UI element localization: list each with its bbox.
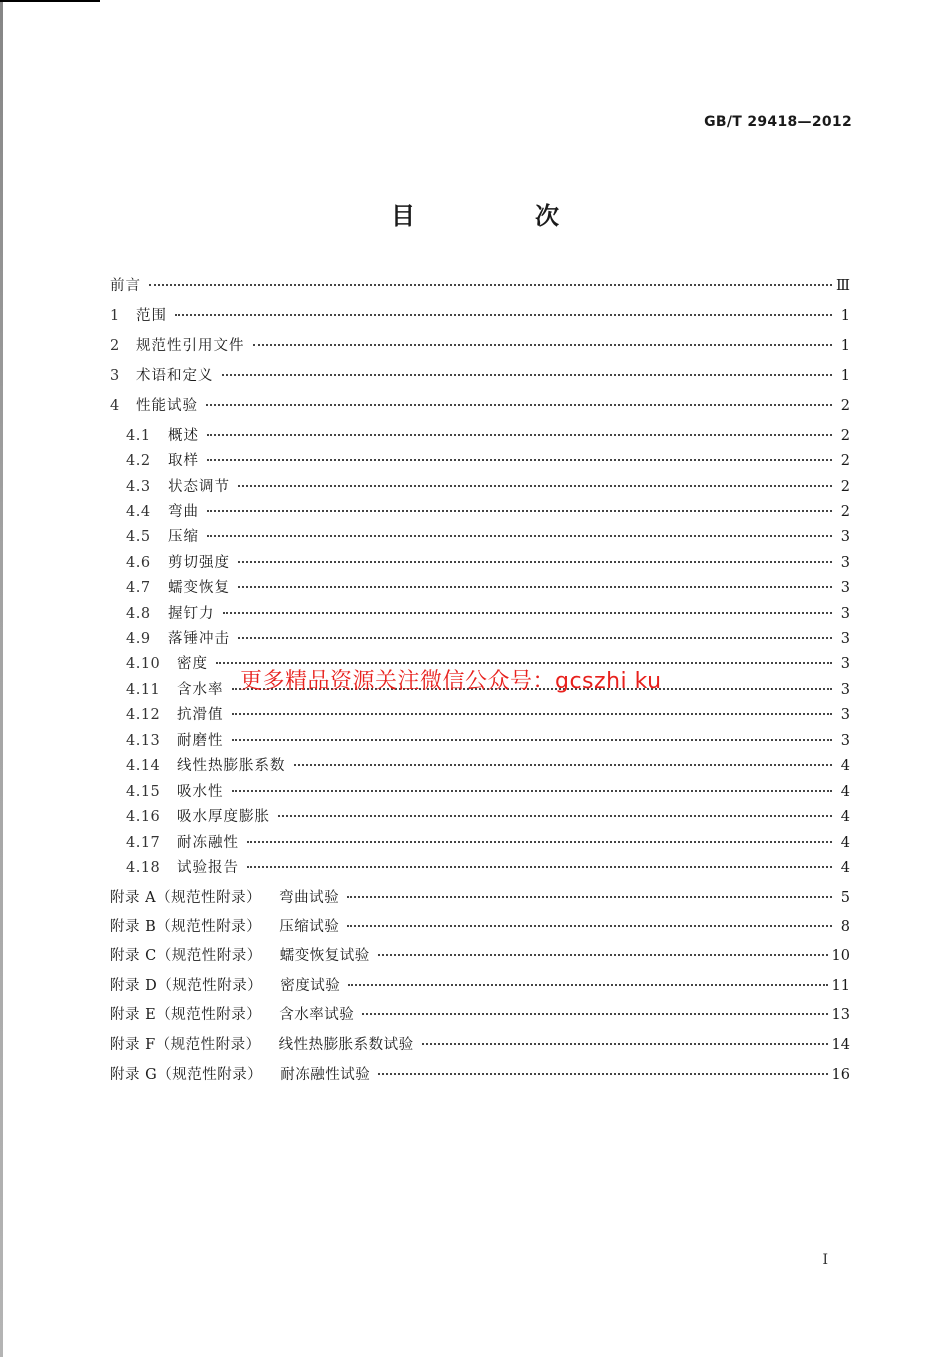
toc-entry-page: 3 [840,529,850,545]
toc-entry-page: 3 [840,606,850,622]
toc-leader-dots [378,1073,827,1075]
appendix-label: 附录 G（规范性附录） [110,1067,263,1083]
toc-entry-label: 含水率 [177,682,224,698]
toc-entry-4-14[interactable] [126,756,850,776]
toc-entry-page: 4 [840,860,850,876]
toc-entry-page: 10 [831,948,850,964]
toc-entry-page: 1 [840,308,850,324]
toc-entry-normative-references[interactable] [110,336,850,356]
toc-entry-label: 状态调节 [168,479,230,495]
toc-leader-dots [223,612,833,614]
toc-entry-appendix-e[interactable] [110,1005,850,1025]
toc-leader-dots [422,1043,828,1045]
toc-leader-dots [149,284,832,286]
toc-entry-number: 4.10 [126,656,161,672]
toc-entry-4-18[interactable] [126,858,850,878]
appendix-label: 附录 F（规范性附录） [110,1037,261,1053]
toc-entry-label: 蠕变恢复 [168,580,230,596]
toc-entry-page: 8 [840,919,850,935]
toc-leader-dots [238,586,832,588]
toc-entry-4-7[interactable] [126,578,850,598]
appendix-label: 附录 B（规范性附录） [110,919,262,935]
toc-entry-label: 压缩 [168,529,199,545]
toc-entry-4-9[interactable] [126,629,850,649]
appendix-title: 弯曲试验 [279,890,340,906]
toc-entry-page: 4 [840,809,850,825]
toc-entry-appendix-a[interactable] [110,888,850,908]
toc-entry-number: 4.4 [126,504,151,520]
toc-leader-dots [253,344,833,346]
toc-entry-page: 1 [840,338,850,354]
toc-entry-page: 4 [840,784,850,800]
toc-entry-page: 13 [831,1007,850,1023]
toc-entry-label: 规范性引用文件 [136,338,245,354]
toc-entry-number: 4.13 [126,733,161,749]
toc-leader-dots [207,434,832,436]
toc-entry-number: 4.5 [126,529,151,545]
toc-leader-dots [232,739,833,741]
toc-entry-number: 4.6 [126,555,151,571]
toc-entry-4-16[interactable] [126,807,850,827]
toc-entry-page: 1 [840,368,850,384]
toc-leader-dots [222,374,833,376]
toc-leader-dots [238,637,832,639]
toc-entry-number: 4.11 [126,682,161,698]
toc-entry-page: 3 [840,733,850,749]
toc-entry-number: 4.9 [126,631,151,647]
toc-entry-page: 2 [840,398,850,414]
appendix-title: 线性热膨胀系数试验 [278,1037,414,1053]
toc-entry-label: 握钉力 [168,606,215,622]
toc-entry-4-1[interactable] [126,426,850,446]
toc-entry-4-4[interactable] [126,502,850,522]
toc-entry-label: 密度 [177,656,208,672]
toc-entry-4-2[interactable] [126,451,850,471]
toc-entry-label: 线性热膨胀系数 [177,758,286,774]
toc-entry-label: 范围 [136,308,167,324]
toc-entry-foreword[interactable] [110,276,850,296]
appendix-label: 附录 E（规范性附录） [110,1007,262,1023]
toc-entry-label: 耐磨性 [177,733,224,749]
toc-entry-4-3[interactable] [126,477,850,497]
toc-entry-page: 16 [831,1067,850,1083]
toc-entry-label: 性能试验 [136,398,198,414]
toc-leader-dots [238,561,832,563]
toc-entry-number: 4.1 [126,428,151,444]
appendix-title: 压缩试验 [279,919,340,935]
page-title: 目 次 [391,202,607,230]
toc-entry-label: 弯曲 [168,504,199,520]
toc-entry-label: 抗滑值 [177,707,224,723]
toc-entry-page: 5 [840,890,850,906]
document-number: GB/T 29418—2012 [704,114,852,130]
toc-entry-page: 3 [840,631,850,647]
toc-entry-number: 4.7 [126,580,151,596]
toc-entry-number: 4.2 [126,453,151,469]
toc-entry-page: 2 [840,479,850,495]
toc-entry-page: 2 [840,504,850,520]
appendix-label: 附录 C（规范性附录） [110,948,262,964]
toc-entry-page: 14 [831,1037,850,1053]
toc-entry-label: 概述 [168,428,199,444]
toc-leader-dots [207,459,832,461]
toc-entry-number: 4.12 [126,707,161,723]
toc-leader-dots [232,713,833,715]
toc-entry-4-8[interactable] [126,604,850,624]
page-number: I [822,1252,828,1268]
appendix-label: 附录 D（规范性附录） [110,978,263,994]
toc-leader-dots [247,841,832,843]
toc-entry-label: 耐冻融性 [177,835,239,851]
appendix-label: 附录 A（规范性附录） [110,890,262,906]
toc-entry-page: 3 [840,656,850,672]
toc-leader-dots [232,790,833,792]
toc-entry-label: 吸水厚度膨胀 [177,809,270,825]
toc-entry-label: 前言 [110,278,141,294]
toc-entry-page: 11 [831,978,850,994]
toc-entry-number: 4 [110,398,120,414]
appendix-title: 密度试验 [280,978,341,994]
toc-entry-label: 剪切强度 [168,555,230,571]
toc-entry-number: 3 [110,368,120,384]
toc-entry-label: 吸水性 [177,784,224,800]
toc-leader-dots [348,984,827,986]
toc-entry-page: 2 [840,453,850,469]
toc-entry-performance-tests[interactable] [110,396,850,416]
watermark-text: 更多精品资源关注微信公众号：gcszhi ku [240,669,662,694]
toc-entry-4-5[interactable] [126,527,850,547]
toc-entry-number: 4.3 [126,479,151,495]
toc-entry-number: 4.15 [126,784,161,800]
appendix-title: 耐冻融性试验 [280,1067,371,1083]
toc-leader-dots [207,510,832,512]
toc-entry-appendix-d[interactable] [110,976,850,996]
toc-leader-dots [294,764,833,766]
toc-entry-page: 3 [840,555,850,571]
toc-leader-dots [378,954,828,956]
toc-entry-page: 3 [840,682,850,698]
toc-entry-number: 4.8 [126,606,151,622]
toc-entry-appendix-f[interactable] [110,1035,850,1055]
toc-leader-dots [278,815,832,817]
toc-entry-appendix-c[interactable] [110,946,850,966]
toc-entry-page: 3 [840,580,850,596]
toc-entry-appendix-b[interactable] [110,917,850,937]
toc-entry-page: 3 [840,707,850,723]
toc-leader-dots [347,896,832,898]
toc-entry-4-12[interactable] [126,705,850,725]
toc-leader-dots [347,925,832,927]
toc-entry-page: 4 [840,835,850,851]
appendix-title: 蠕变恢复试验 [279,948,370,964]
scan-corner-mark [0,0,100,2]
toc-entry-4-6[interactable] [126,553,850,573]
toc-entry-number: 4.16 [126,809,161,825]
toc-leader-dots [175,314,832,316]
toc-entry-terms-definitions[interactable] [110,366,850,386]
toc-entry-number: 4.17 [126,835,161,851]
toc-entry-4-17[interactable] [126,833,850,853]
toc-entry-4-15[interactable] [126,782,850,802]
toc-entry-appendix-g[interactable] [110,1065,850,1085]
toc-leader-dots [207,535,832,537]
toc-leader-dots [206,404,832,406]
appendix-title: 含水率试验 [279,1007,355,1023]
toc-leader-dots [247,866,832,868]
toc-entry-page: Ⅲ [836,278,850,294]
toc-entry-number: 4.14 [126,758,161,774]
toc-entry-4-13[interactable] [126,731,850,751]
toc-entry-label: 取样 [168,453,199,469]
toc-leader-dots [238,485,832,487]
toc-leader-dots [362,1013,827,1015]
toc-entry-page: 4 [840,758,850,774]
toc-entry-label: 术语和定义 [136,368,214,384]
toc-entry-label: 落锤冲击 [168,631,230,647]
toc-entry-scope[interactable] [110,306,850,326]
toc-entry-page: 2 [840,428,850,444]
toc-entry-number: 2 [110,338,120,354]
toc-entry-label: 试验报告 [177,860,239,876]
toc-entry-number: 1 [110,308,120,324]
toc-entry-number: 4.18 [126,860,161,876]
